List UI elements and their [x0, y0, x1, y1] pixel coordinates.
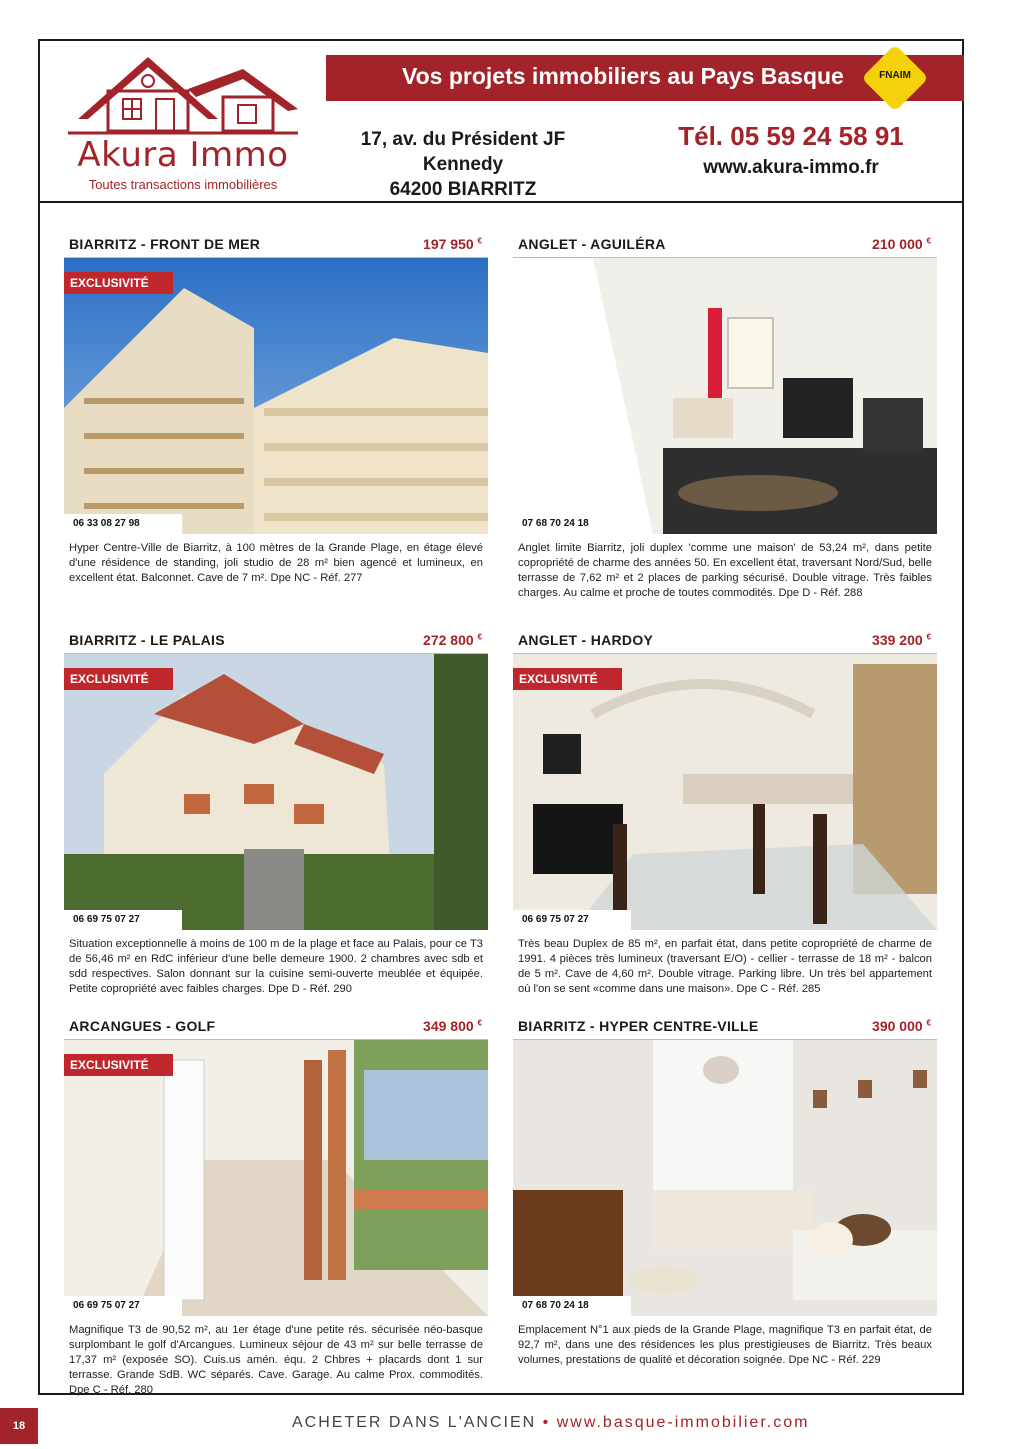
listing-phone[interactable]: 06 69 75 07 27: [64, 1296, 182, 1316]
agency-phone[interactable]: Tél. 05 59 24 58 91: [678, 121, 904, 151]
listing-title-row: [64, 231, 488, 258]
listing-title: BIARRITZ - LE PALAIS: [69, 632, 225, 648]
listing-price: 272 800 €: [423, 632, 482, 648]
footer-separator: •: [536, 1414, 557, 1431]
listing-title: BIARRITZ - FRONT DE MER: [69, 236, 261, 252]
listing-price: 339 200 €: [872, 632, 931, 648]
footer-section-title: ACHETER DANS L'ANCIEN: [292, 1414, 537, 1431]
listing-phone[interactable]: 07 68 70 24 18: [513, 1296, 631, 1316]
page-frame: [38, 39, 964, 1395]
slogan-text: Vos projets immobiliers au Pays Basque: [402, 63, 844, 89]
exclusivity-badge: EXCLUSIVITÉ: [64, 272, 173, 294]
agency-header: [40, 41, 962, 203]
footer-url-link[interactable]: www.basque-immobilier.com: [556, 1414, 810, 1431]
listing-description: Emplacement N°1 aux pieds de la Grande Plage, magnifique T3 en parfait état, de 92,7 m², dans une des résidences les plus prestigieuses de Biarritz. Très beaux volumes, prestations de qualité et décoration soignée. Dpe NC - Réf. 229: [518, 1324, 932, 1366]
listing-description: Situation exceptionnelle à moins de 100 m de la plage et face au Palais, pour ce T3 de 56,46 m² en RdC inférieur d'une belle demeure 1900. 2 chambres avec sdb et sdd respectives. Salon donnant sur la cuisine semi-ouverte meublée et équipée. Petite copropriété avec faibles charges. Dpe D - Réf. 290: [69, 938, 483, 995]
exclusivity-badge: EXCLUSIVITÉ: [64, 668, 173, 690]
listing-title: ARCANGUES - GOLF: [69, 1018, 216, 1034]
listing-title-row: [64, 1013, 488, 1040]
exclusivity-badge: EXCLUSIVITÉ: [64, 1054, 173, 1076]
listing-photo[interactable]: [513, 1040, 937, 1316]
listing-phone[interactable]: 06 69 75 07 27: [513, 910, 631, 930]
logo-tagline: Toutes transactions immobilières: [88, 177, 278, 192]
footer-banner: [292, 1414, 809, 1432]
agency-website-link[interactable]: www.akura-immo.fr: [703, 157, 879, 178]
listing-price: 210 000 €: [872, 236, 931, 252]
listing-title-row: [64, 627, 488, 654]
listing-title-row: [513, 1013, 937, 1040]
listing-photo[interactable]: [64, 1040, 488, 1316]
listing-title-row: [513, 627, 937, 654]
listing-phone[interactable]: 06 69 75 07 27: [64, 910, 182, 930]
listing-title: BIARRITZ - HYPER CENTRE-VILLE: [518, 1018, 759, 1034]
listing-title: ANGLET - AGUILÉRA: [518, 236, 666, 252]
listing-price: 197 950 €: [423, 236, 482, 252]
listing-title: ANGLET - HARDOY: [518, 632, 654, 648]
listing-phone[interactable]: 06 33 08 27 98: [64, 514, 182, 534]
address-line-1: 17, av. du Président JF Kennedy: [360, 129, 566, 175]
listing-price: 390 000 €: [872, 1018, 931, 1034]
house-logo-icon: [68, 49, 298, 135]
address-line-2: 64200 BIARRITZ: [389, 179, 537, 200]
listing-description: Hyper Centre-Ville de Biarritz, à 100 mètres de la Grande Plage, en étage élevé d'une résidence de standing, joli studio de 28 m² bien agencé et lumineux, en excellent état. Balconnet. Cave de 7 m². Dpe NC - Réf. 277: [69, 542, 483, 584]
exclusivity-badge: EXCLUSIVITÉ: [513, 668, 622, 690]
slogan-banner: [326, 55, 964, 101]
listing-description: Très beau Duplex de 85 m², en parfait état, dans petite copropriété de charme de 1991. 4 pièces très lumineux (traversant E/O) - cellier - terrasse de 18 m² - balcon de 5 m². Cave de 4,60 m². Double vitrage. Parking libre. Un très bel appartement où l'on se sent «comme dans une maison». Dpe C - Réf. 285: [518, 938, 932, 995]
listing-phone[interactable]: 07 68 70 24 18: [513, 514, 631, 534]
listing-photo[interactable]: [513, 258, 937, 534]
fnaim-text: FNAIM: [879, 70, 911, 81]
page-number: 18: [0, 1408, 38, 1444]
listing-photo[interactable]: [64, 258, 488, 534]
agency-address: [328, 127, 598, 202]
listing-photo[interactable]: [513, 654, 937, 930]
agency-logo: [68, 49, 298, 192]
listing-description: Magnifique T3 de 90,52 m², au 1er étage d'une petite rés. sécurisée néo-basque surplombant le golf d'Arcangues. Lumineux séjour de 43 m² sur belle terrasse de 17,37 m² (exposée SO). Cuis.us amén. équ. 2 Chbres + placards dont 1 sur terrasse. Grande SdB. WC séparés. Cave. Garage. Au calme Prox. commodités. Dpe C - Réf. 280: [69, 1324, 483, 1396]
listing-photo[interactable]: [64, 654, 488, 930]
listing-description: Anglet limite Biarritz, joli duplex 'comme une maison' de 53,24 m², dans petite copropriété de charme des années 50. En excellent état, traversant Nord/Sud, belle terrasse de 7,62 m² et 2 places de parking sécurisé. Double vitrage. Très faibles charges. Au calme et proche de toutes commodités. Dpe D - Réf. 288: [518, 542, 932, 599]
logo-name: Akura Immo: [77, 135, 289, 175]
listing-price: 349 800 €: [423, 1018, 482, 1034]
listing-title-row: [513, 231, 937, 258]
